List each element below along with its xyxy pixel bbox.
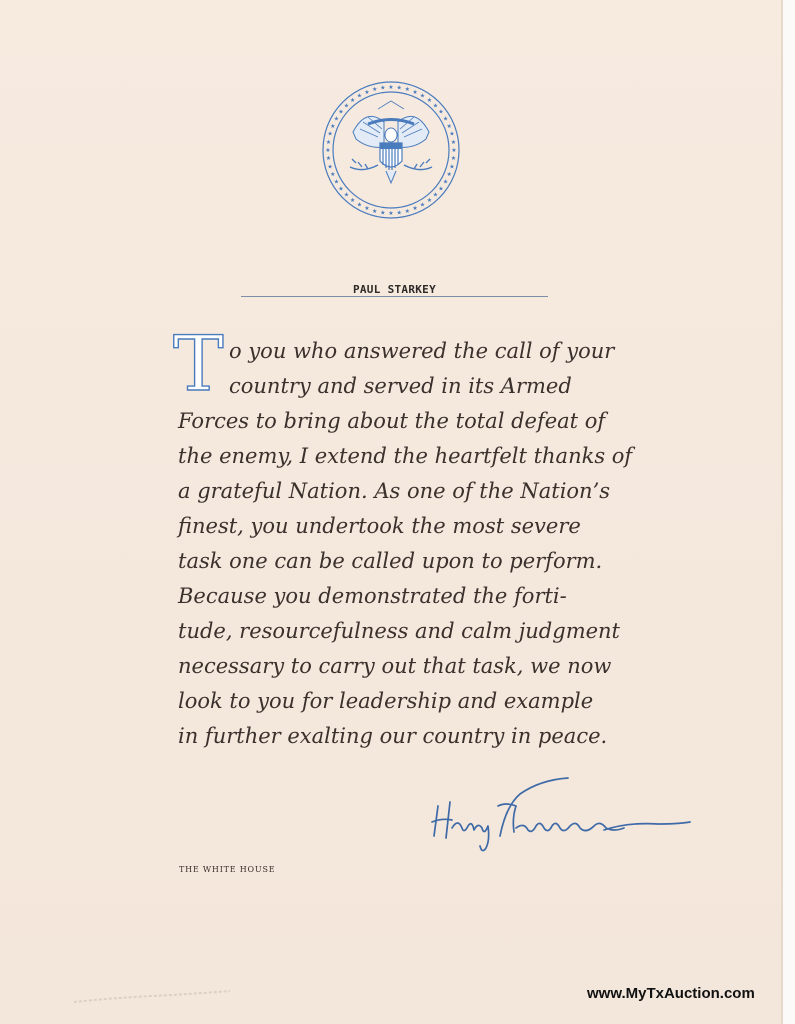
seal-star: ★ xyxy=(450,139,457,146)
body-line-7: task one can be called upon to perform. xyxy=(178,549,603,573)
seal-star: ★ xyxy=(380,85,386,92)
seal-star: ★ xyxy=(449,131,455,138)
seal-star: ★ xyxy=(325,148,331,154)
seal-star: ★ xyxy=(451,148,457,154)
seal-star: ★ xyxy=(338,109,344,116)
seal-star: ★ xyxy=(449,164,455,171)
scan-edge xyxy=(783,0,795,1024)
seal-star: ★ xyxy=(343,192,350,199)
body-line-2: country and served in its Armed xyxy=(229,374,572,398)
seal-star: ★ xyxy=(426,198,433,204)
seal-star: ★ xyxy=(396,210,402,217)
seal-star: ★ xyxy=(327,164,333,171)
body-line-9: tude, resourcefulness and calm judgment xyxy=(178,619,620,643)
seal-star: ★ xyxy=(432,103,439,110)
body-line-5: a grateful Nation. As one of the Nation’s xyxy=(178,479,611,503)
seal-star: ★ xyxy=(330,123,336,130)
seal-star: ★ xyxy=(412,89,418,96)
seal-star: ★ xyxy=(388,211,394,217)
watermark-text: www.MyTxAuction.com xyxy=(587,985,755,1002)
body-line-12: in further exalting our country in peace. xyxy=(178,724,608,748)
seal-star: ★ xyxy=(364,206,370,213)
seal-star: ★ xyxy=(327,131,333,138)
seal-star: ★ xyxy=(446,123,452,130)
seal-star: ★ xyxy=(438,109,444,116)
recipient-name: PAUL STARKEY xyxy=(352,283,437,296)
paper-smudge xyxy=(72,988,232,1006)
seal-star: ★ xyxy=(446,172,452,179)
seal-star: ★ xyxy=(338,186,344,193)
seal-star: ★ xyxy=(349,198,356,204)
signature xyxy=(428,776,694,858)
body-line-10: necessary to carry out that task, we now xyxy=(178,654,612,678)
seal-star: ★ xyxy=(380,210,386,217)
name-underline xyxy=(241,296,548,297)
presidential-seal-icon xyxy=(318,77,464,223)
seal-star: ★ xyxy=(372,208,378,215)
drop-cap-letter xyxy=(171,328,229,398)
body-line-3: Forces to bring about the total defeat of xyxy=(178,409,606,433)
seal-star: ★ xyxy=(426,98,433,104)
seal-star: ★ xyxy=(412,206,418,213)
seal-star: ★ xyxy=(396,85,402,92)
seal-star: ★ xyxy=(442,179,449,186)
body-line-6: finest, you undertook the most severe xyxy=(178,514,581,538)
seal-star: ★ xyxy=(325,139,332,146)
seal-star: ★ xyxy=(325,156,332,163)
body-line-11: look to you for leadership and example xyxy=(178,689,594,713)
seal-star: ★ xyxy=(438,186,444,193)
seal-star: ★ xyxy=(333,179,340,186)
seal-star: ★ xyxy=(356,202,363,209)
seal-star: ★ xyxy=(330,172,336,179)
seal-star: ★ xyxy=(356,93,363,100)
seal-star: ★ xyxy=(442,116,449,123)
seal-star: ★ xyxy=(432,192,439,199)
body-line-4: the enemy, I extend the heartfelt thanks of xyxy=(178,444,633,468)
seal-star: ★ xyxy=(404,87,410,94)
seal-star: ★ xyxy=(372,87,378,94)
body-line-1: o you who answered the call of your xyxy=(229,339,615,363)
seal-star: ★ xyxy=(450,156,457,163)
seal-star: ★ xyxy=(349,98,356,104)
body-line-8: Because you demonstrated the forti- xyxy=(178,584,567,608)
seal-star: ★ xyxy=(388,85,394,91)
seal-star: ★ xyxy=(364,89,370,96)
seal-star: ★ xyxy=(404,208,410,215)
white-house-label: THE WHITE HOUSE xyxy=(179,865,276,874)
seal-star: ★ xyxy=(419,202,426,209)
svg-text:T: T xyxy=(173,328,224,398)
seal-star: ★ xyxy=(343,103,350,110)
seal-star: ★ xyxy=(333,116,340,123)
seal-star: ★ xyxy=(419,93,426,100)
